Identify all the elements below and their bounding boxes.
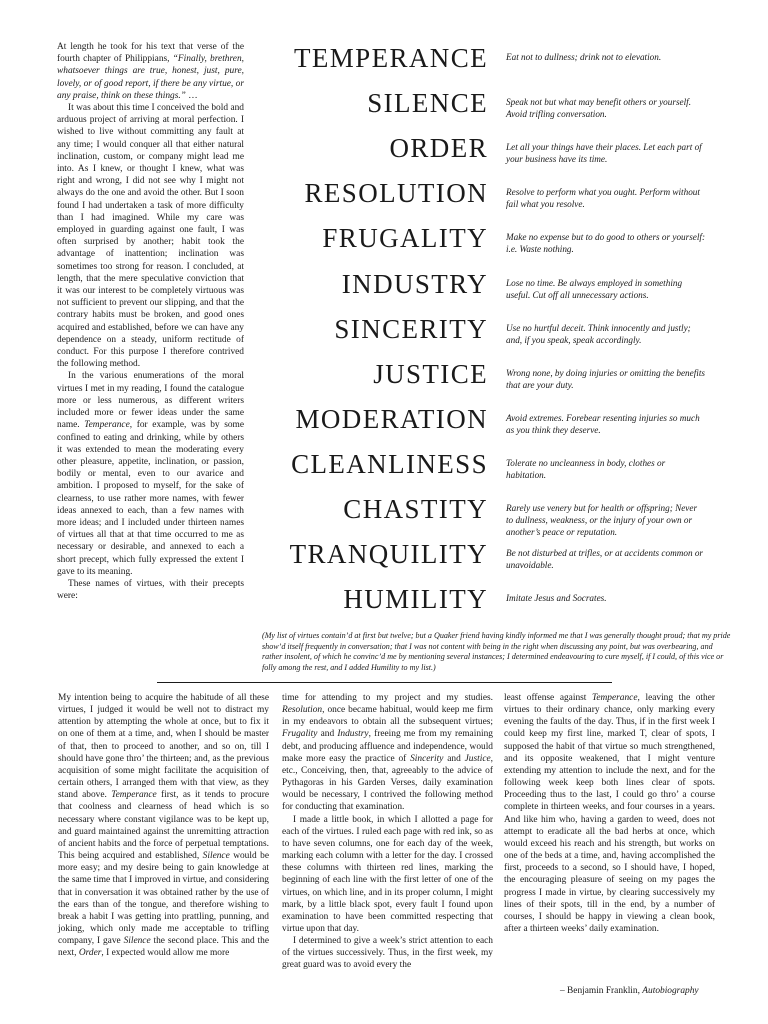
body-text: , freeing me from my remaining debt, and producing affluence and independence, would make more easy the practice of bbox=[282, 729, 493, 764]
body-text: , once became habitual, would keep me firm in my endeavors to obtain all the subsequent virtues; bbox=[282, 705, 493, 728]
virtue-row bbox=[250, 582, 750, 626]
body-column-2 bbox=[282, 692, 493, 972]
attribution-work: Autobiography bbox=[642, 986, 699, 996]
virtue-name: FRUGALITY bbox=[322, 223, 488, 253]
virtue-name: ORDER bbox=[389, 133, 488, 163]
virtue-name: TEMPERANCE bbox=[293, 43, 488, 73]
virtue-precept: Eat not to dullness; drink not to elevation. bbox=[506, 52, 662, 62]
virtue-precept: Let all your things have their places. Let each part of your business have its time. bbox=[506, 142, 702, 164]
intro-paragraph-3 bbox=[57, 370, 244, 577]
virtue-name: TRANQUILITY bbox=[289, 539, 488, 569]
intro-paragraph-1 bbox=[57, 41, 244, 102]
intro-text: , for example, was by some confined to eating and drinking, while by others it was extended to mean the moderating every other pleasure, appetite, inclination, or passion, bodily or mental, even to our avarice and ambition. I proposed to myself, for the sake of clearness, to use rather more names, with fewer ideas annexed to each, than a few names with more ideas; and I included under thirteen names of virtues all that at that time occurred to me as necessary or desirable, and annexed to each a short precept, which fully expressed the extent I gave to its meaning. bbox=[57, 420, 244, 577]
body-text: , etc., Conceiving, then, that, agreeably to the advice of Pythagoras in his Garden Verses, daily examination would be necessary, I contrived the following method for conducting that examination. bbox=[282, 753, 493, 813]
intro-paragraph-2: It was about this time I conceived the bold and arduous project of arriving at moral perfection. I wished to live without committing any fault at any time; I would conquer all that either natural inclination, custom, or company might lead me into. As I knew, or thought I knew, what was right and wrong, I did not see why I might not always do the one and avoid the other. But I soon found I had undertaken a task of more difficulty than I had imagined. While my care was employed in guarding against one fault, I was often surprised by another; habit took the advantage of inattention; inclination was sometimes too strong for reason. I concluded, at length, that the mere speculative conviction that it was our interest to be completely virtuous was not sufficient to prevent our slipping, and that the contrary habits must be broken, and good ones acquired and established, before we can have any dependence on a steady, uniform rectitude of conduct. For this purpose I therefore contrived the following method. bbox=[57, 103, 244, 370]
virtue-row bbox=[250, 221, 750, 265]
virtue-name: INDUSTRY bbox=[341, 269, 488, 299]
body-paragraph bbox=[58, 692, 269, 959]
virtue-precept: Resolve to perform what you ought. Perform without fail what you resolve. bbox=[506, 187, 700, 209]
virtue-precept: Use no hurtful deceit. Think innocently and justly; and, if you speak, speak accordingly. bbox=[506, 323, 691, 345]
virtue-precept: Tolerate no uncleanness in body, clothes or habitation. bbox=[506, 458, 666, 480]
attribution bbox=[560, 986, 699, 996]
virtue-row bbox=[250, 41, 750, 85]
virtue-row bbox=[250, 357, 750, 401]
emphasis: Temperance bbox=[111, 790, 157, 801]
virtue-row bbox=[250, 176, 750, 220]
section-divider bbox=[157, 682, 612, 683]
virtue-name: SILENCE bbox=[367, 88, 488, 118]
emphasis: Industry bbox=[337, 729, 369, 740]
virtue-row bbox=[250, 267, 750, 311]
virtue-precept: Avoid extremes. Forebear resenting injuries so much as you think they deserve. bbox=[506, 413, 700, 435]
body-text: and bbox=[317, 729, 338, 740]
emphasis: Justice bbox=[464, 753, 491, 764]
body-text: would be more easy; and my desire being to gain knowledge at the same time that I improved in virtue, and considering that in conversation it was obtained rather by the use of the ears than of the tongue, and therefore wishing to break a habit I was getting into prattling, punning, and joking, which only made me acceptable to trifling company, I gave bbox=[58, 851, 269, 947]
body-text: and bbox=[443, 753, 465, 764]
footnote: (My list of virtues contain’d at first but twelve; but a Quaker friend having kindly informed me that I was generally thought proud; that my pride show’d itself frequently in conversation; that I was not content with being in the right when discussing any point, but was overbearing, and rather insolent, of which he convinc’d me by mentioning several instances; I determined endeavouring to cure myself, if I could, of this vice or folly among the rest, and I added Humility to my list.) bbox=[262, 631, 731, 672]
virtue-precept: Be not disturbed at trifles, or at accidents common or unavoidable. bbox=[506, 548, 704, 570]
virtue-precept: Speak not but what may benefit others or yourself. Avoid trifling conversation. bbox=[506, 97, 692, 119]
virtue-precept: Imitate Jesus and Socrates. bbox=[506, 593, 607, 603]
emphasis: Frugality bbox=[282, 729, 318, 740]
virtue-name: SINCERITY bbox=[334, 314, 488, 344]
virtue-row bbox=[250, 537, 750, 581]
virtue-precept: Lose no time. Be always employed in something useful. Cut off all unnecessary actions. bbox=[506, 278, 683, 300]
virtue-precept: Make no expense but to do good to others or yourself: i.e. Waste nothing. bbox=[506, 232, 706, 254]
body-text: , leaving the other virtues to their ordinary chance, only marking every evening the faults of the day. Thus, if in the first week I could keep my first line, marked T, clear of spots, I supposed the habit of that virtue so much strengthened, and its opposite weakened, that I might venture extending my attention to include the next, and for the following week keep both lines clear of spots. Proceeding thus to the last, I could go thro’ a course complete in thirteen weeks, and four courses in a years. And like him who, having a garden to weed, does not attempt to eradicate all the bad herbs at once, which would exceed his reach and his strength, but works on one of the beds at a time, and, having accomplished the first, proceeds to a second, so I should have, I hoped, the encouraging pleasure of seeing on my pages the progress I made in virtue, by clearing successively my lines of their spots, till in the end, by a number of courses, I should be happy in viewing a clean book, after a thirteen weeks’ daily examination. bbox=[504, 693, 716, 934]
virtue-name: RESOLUTION bbox=[304, 178, 488, 208]
emphasis: Sincerity bbox=[410, 753, 444, 764]
body-paragraph bbox=[282, 692, 493, 814]
body-text: the second place. This and the next, bbox=[58, 936, 270, 959]
emphasis: Silence bbox=[123, 936, 151, 947]
body-text: least offense against bbox=[504, 693, 593, 703]
virtue-name: JUSTICE bbox=[373, 359, 488, 389]
body-column-1 bbox=[58, 692, 269, 959]
virtue-precept: Rarely use venery but for health or offspring; Never to dullness, weakness, or the injury of your own or another’s peace or reputation. bbox=[506, 503, 698, 537]
intro-paragraph-4: These names of virtues, with their precepts were: bbox=[57, 578, 244, 602]
emphasis: Temperance bbox=[84, 420, 130, 431]
intro-ellipsis: … bbox=[185, 90, 198, 101]
emphasis: Silence bbox=[202, 851, 230, 862]
virtue-row bbox=[250, 312, 750, 356]
emphasis: Temperance bbox=[592, 693, 638, 703]
virtue-name: CLEANLINESS bbox=[291, 449, 488, 479]
virtue-name: MODERATION bbox=[295, 404, 488, 434]
virtue-row bbox=[250, 492, 750, 536]
attribution-author: – Benjamin Franklin, bbox=[560, 986, 643, 996]
intro-column bbox=[57, 41, 244, 602]
virtue-row bbox=[250, 86, 750, 130]
virtue-name: CHASTITY bbox=[343, 494, 488, 524]
intro-text: In the various enumerations of the moral virtues I met in my reading, I found the catalogue more or less numerous, as different writers included more or fewer ideas under the same name. bbox=[57, 371, 244, 431]
body-paragraph: I made a little book, in which I allotted a page for each of the virtues. I ruled each page with red ink, so as to have seven columns, one for each day of the week, marking each column with a letter for the day. I crossed these columns with thirteen red lines, marking the beginning of each line with the first letter of one of the virtues, on which line, and in its proper column, I might mark, by a little black spot, every fault I found upon examination to have been committed respecting that virtue upon that day. bbox=[282, 814, 493, 934]
virtue-row bbox=[250, 402, 750, 446]
body-text: , I expected would allow me more bbox=[101, 948, 230, 959]
body-column-3 bbox=[504, 692, 715, 935]
virtue-precept: Wrong none, by doing injuries or omitting the benefits that are your duty. bbox=[506, 368, 705, 390]
body-text: first, as it tends to procure that coolness and clearness of head which is so necessary where constant vigilance was to be kept up, and guard maintained against the unremitting attraction of ancient habits and the force of perpetual temptations. This being acquired and established, bbox=[58, 790, 269, 862]
intro-text: At length he took for his text that verse of the fourth chapter of Philippians, bbox=[57, 42, 244, 65]
body-text: time for attending to my project and my studies. bbox=[282, 693, 493, 703]
virtue-row bbox=[250, 447, 750, 491]
emphasis: Order bbox=[78, 948, 102, 959]
emphasis: Resolution bbox=[282, 705, 323, 716]
body-text: My intention being to acquire the habitude of all these virtues, I judged it would be well not to distract my attention by attempting the whole at once, but to fix it on one of them at a time, and, when I should be master of that, then to proceed to another, and so on, till I should have gone thro’ the thirteen; and, as the previous acquisition of some might facilitate the acquisition of certain others, I arranged them with that view, as they stand above. bbox=[58, 693, 269, 801]
virtue-name: HUMILITY bbox=[343, 584, 488, 614]
body-paragraph: I determined to give a week’s strict attention to each of the virtues successively. Thus, in the first week, my great guard was to avoid every the bbox=[282, 936, 493, 971]
virtue-row bbox=[250, 131, 750, 175]
body-paragraph bbox=[504, 692, 715, 935]
philippians-quote: “Finally, brethren, whatsoever things are true, honest, just, pure, lovely, or of good report, if there be any virtue, or any praise, think on these things.” bbox=[57, 54, 244, 101]
